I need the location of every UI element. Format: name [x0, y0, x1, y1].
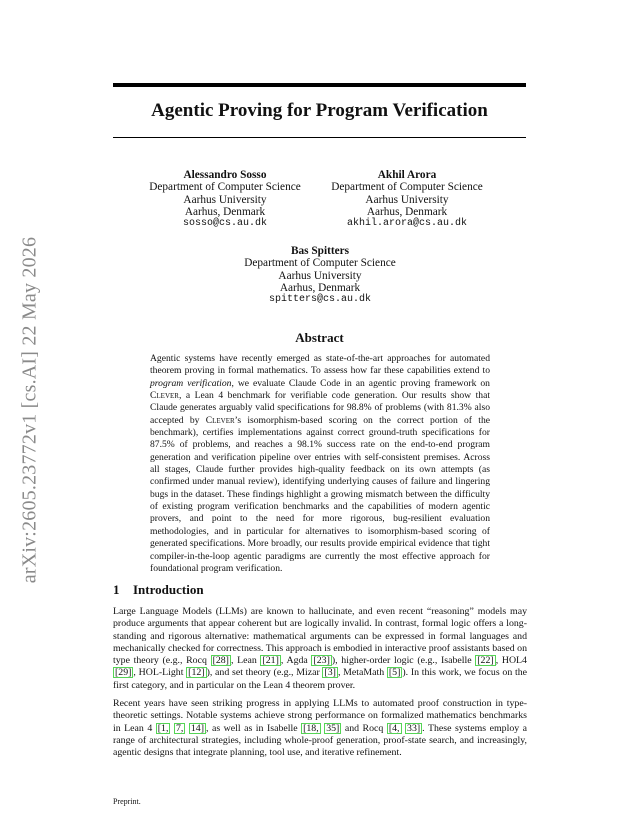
citation-link[interactable]: [29]	[115, 667, 132, 679]
abstract-paragraph	[150, 353, 490, 575]
title-rule-top	[113, 83, 526, 87]
author-block-3	[215, 245, 425, 306]
paragraph-text: , HOL-Light	[133, 667, 187, 679]
abstract-text: Agentic systems have recently emerged as state-of-the-art approaches for automated theorem proving in formal mathematics. To assess how far these capabilities extend to	[150, 353, 490, 377]
author-dept: Department of Computer Science	[149, 181, 301, 194]
footer-preprint: Preprint.	[113, 797, 141, 806]
citation-link[interactable]: 7,	[175, 722, 184, 734]
intro-paragraph-2	[113, 698, 527, 759]
abstract-body	[150, 353, 490, 575]
citation-link[interactable]: [23]	[313, 655, 330, 667]
citation-link[interactable]: 14]	[190, 722, 204, 734]
author-dept: Department of Computer Science	[244, 257, 396, 270]
arxiv-stamp-text: arXiv:2605.23772v1 [cs.AI] 22 May 2026	[18, 236, 41, 584]
author-city: Aarhus, Denmark	[279, 281, 361, 294]
paragraph-text: Recent years have seen striking progress in applying LLMs to automated proof construction in type-theoretic settings. Notable systems achieve strong performance on formalized mathematics benchmarks in Lean 4	[113, 698, 527, 734]
author-name: Bas Spitters	[290, 245, 350, 257]
citation-link[interactable]: 35]	[326, 722, 340, 734]
abstract-text: , a Lean 4 benchmark for verifiable code generation. Our results show that Claude generates arguably valid specifications for 98.8% of problems (with 81.3% also accepted by	[150, 390, 490, 426]
paragraph-text: . These systems employ a range of architectural strategies, including whole-proof generation, proof-state search, and increasingly, agentic designs that integrate planning, tool use, and iterative refinement.	[113, 722, 528, 759]
author-name: Alessandro Sosso	[183, 169, 267, 181]
paragraph-text: , HOL4	[495, 655, 527, 667]
paragraph-text: Large Language Models (LLMs) are known to hallucinate, and even recent “reasoning” models may produce arguments that appear coherent but are logically invalid. In contrast, formal logic offers a long-standing and rigorous alternative: mathematical arguments can be expressed in formal languages and mechanically checked for correctness. This approach is embodied in interactive proof assistants based on type theory (e.g., Rocq	[113, 606, 527, 667]
citation-link[interactable]: [5]	[388, 667, 401, 679]
citation-link[interactable]: [12]	[188, 667, 205, 679]
section-title: Introduction	[133, 582, 204, 597]
author-email: akhil.arora@cs.au.dk	[346, 218, 468, 230]
paper-title: Agentic Proving for Program Verification	[151, 100, 488, 121]
abstract-heading: Abstract	[295, 330, 344, 345]
author-name: Akhil Arora	[377, 169, 437, 181]
citation-link[interactable]: [4,	[388, 722, 400, 734]
paragraph-text: ), and set theory (e.g., Mizar	[206, 667, 323, 679]
section-number: 1	[113, 582, 120, 597]
paragraph-text: , Agda	[280, 655, 312, 667]
citation-link[interactable]: [21]	[262, 655, 279, 667]
paragraph-text: ), higher-order logic (e.g., Isabelle	[331, 655, 476, 667]
benchmark-name: Clever	[150, 390, 179, 402]
citation-link[interactable]: [3]	[324, 667, 336, 679]
citation-link[interactable]: 33]	[407, 722, 421, 734]
citation-link[interactable]: [1,	[157, 722, 169, 734]
arxiv-stamp	[8, 210, 52, 610]
citation-link[interactable]: [28]	[212, 655, 229, 667]
author-city: Aarhus, Denmark	[366, 205, 448, 218]
paragraph-text: , Lean	[230, 655, 261, 667]
citation-link[interactable]: [18,	[303, 722, 319, 734]
abstract-emphasis: program verification	[150, 377, 232, 389]
paragraph-text: , MetaMath	[337, 667, 387, 679]
author-univ: Aarhus University	[183, 193, 267, 206]
intro-paragraph-1	[113, 606, 527, 692]
author-city: Aarhus, Denmark	[184, 205, 266, 218]
paragraph-text: , as well as in Isabelle	[205, 722, 302, 734]
title-rule-bottom	[113, 137, 526, 138]
author-email: sosso@cs.au.dk	[182, 218, 267, 230]
citation-link[interactable]: [22]	[477, 655, 494, 667]
section-heading	[113, 582, 204, 598]
benchmark-name: Clever	[205, 414, 235, 426]
abstract-text: ’s isomorphism-based scoring on the correct portion of the benchmark), certifies implementations against correct ground-truth specifications for 87.5% of problems, and reaches a 98.1% success rate on the end-to-end program generation and verification pipeline over entries with self-consistent premises. Across all stages, Claude further provides high-quality feedback on its own attempts (as confirmed under manual review), identifying underlying causes of failure and lingering bugs in the dataset. These findings highlight a growing mismatch between the difficulty of existing program verification benchmarks and the capabilities of modern agentic provers, and point to the need for more rigorous, bug-resilient evaluation methodologies, and in particular for alternatives to isomorphism-based scoring of generated specifications. More broadly, our results provide empirical evidence that tight compiler-in-the-loop agentic paradigms are currently the most effective approach for foundational program verification.	[150, 414, 490, 574]
author-univ: Aarhus University	[365, 193, 449, 206]
paragraph-text: ). In this work, we focus on the first category, and in particular on the Lean 4 theorem prover.	[113, 667, 528, 691]
author-block-1	[120, 169, 330, 230]
author-dept: Department of Computer Science	[331, 181, 483, 194]
abstract-text: , we evaluate Claude Code in an agentic proving framework on	[231, 377, 490, 389]
intro-body	[113, 606, 527, 766]
author-univ: Aarhus University	[278, 269, 362, 282]
paragraph-text: and Rocq	[341, 722, 387, 734]
author-email: spitters@cs.au.dk	[268, 294, 372, 306]
author-block-2	[302, 169, 512, 230]
